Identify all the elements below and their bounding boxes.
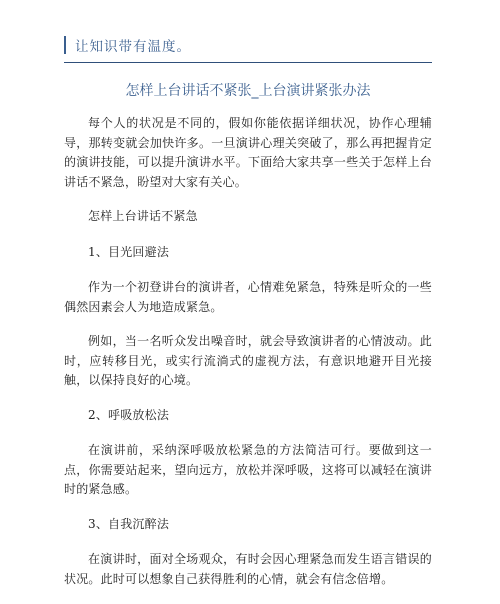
section-heading: 3、自我沉醉法 — [88, 516, 170, 531]
article-title: 怎样上台讲话不紧张_上台演讲紧张办法 — [125, 83, 371, 99]
header-tagline: 让知识带有温度。 — [75, 39, 191, 55]
article-paragraph: 在演讲前，采纳深呼吸放松紧急的方法简洁可行。要做到这一点，你需要站起来，望向远方，放松并深呼吸，这将可以减轻在演讲时的紧急感。 — [64, 443, 432, 496]
header — [64, 34, 191, 56]
section-heading: 1、目光回避法 — [88, 244, 170, 259]
header-accent-bar — [64, 36, 66, 54]
section-heading: 2、呼吸放松法 — [88, 407, 170, 422]
article-paragraph: 每个人的状况是不同的，假如你能依据详细状况，协作心理辅导，那转变就会加快许多。一旦演讲心理关突破了，那么再把握肯定的演讲技能，可以提升演讲水平。下面给大家共享一些关于怎样上台讲话不紧急，盼望对大家有关心。 — [64, 116, 432, 189]
article-paragraph: 作为一个初登讲台的演讲者，心情难免紧急，特殊是听众的一些偶然因素会人为地造成紧急。 — [64, 280, 432, 314]
article-paragraph: 在演讲时，面对全场观众，有时会因心理紧急而发生语言错误的状况。此时可以想象自己获得胜利的心情，就会有信念倍增。 — [64, 552, 432, 586]
article-body — [64, 114, 432, 604]
section-heading: 怎样上台讲话不紧急 — [88, 209, 198, 223]
header-divider — [64, 62, 432, 63]
article-paragraph: 例如，当一名听众发出噪音时，就会导致演讲者的心情波动。此时，应转移目光，或实行流淌式的虚视方法，有意识地避开目光接触，以保持良好的心境。 — [64, 334, 432, 387]
